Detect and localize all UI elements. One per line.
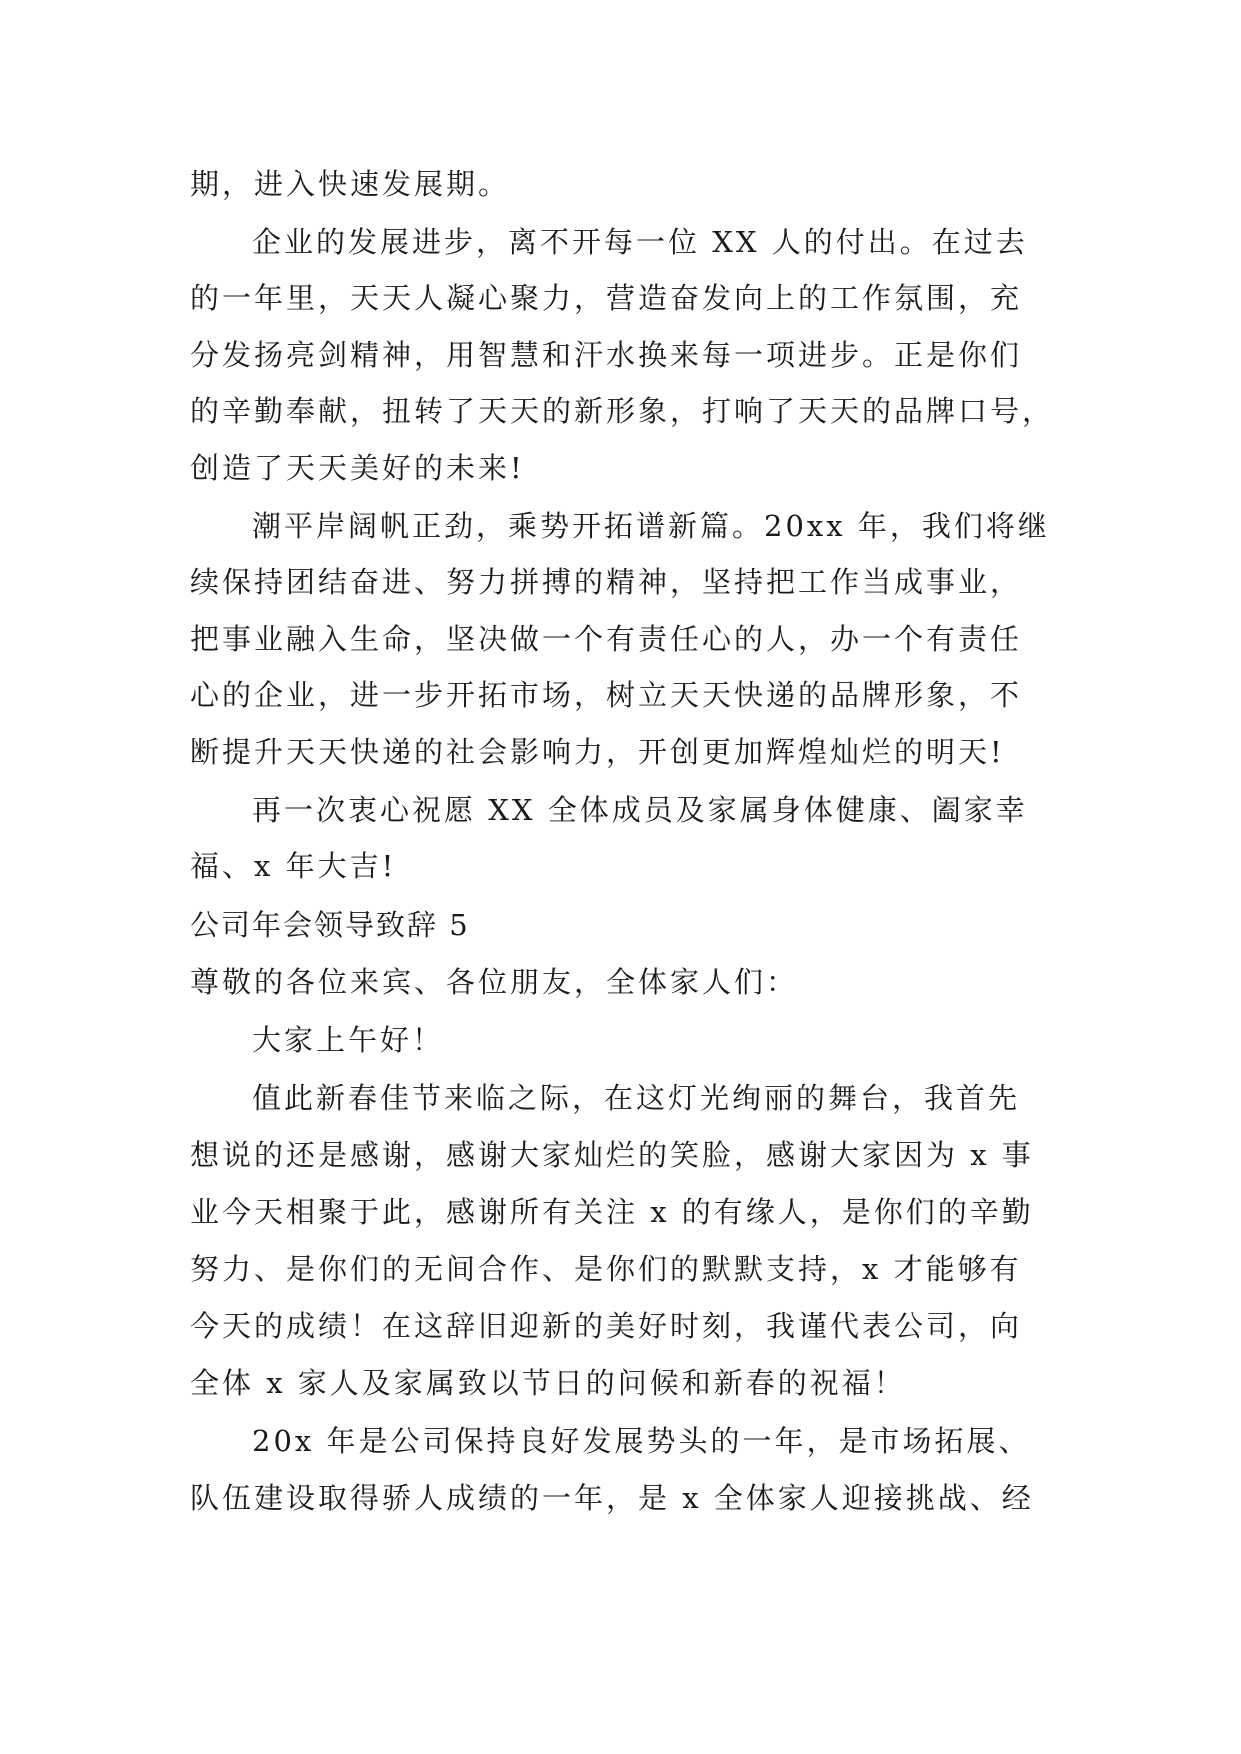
text-line: 期，进入快速发展期。	[190, 167, 511, 201]
text-line: 全体 x 家人及家属致以节日的问候和新春的祝福！	[190, 1366, 906, 1400]
text-line: 福、x 年大吉!	[190, 849, 397, 883]
text-line: 创造了天天美好的未来!	[190, 451, 525, 485]
paragraph-first-line: 再一次衷心祝愿 XX 全体成员及家属身体健康、阖家幸	[252, 793, 1028, 827]
text-line: 断提升天天快递的社会影响力，开创更加辉煌灿烂的明天!	[190, 735, 1005, 769]
paragraph-first-line: 企业的发展进步，离不开每一位 XX 人的付出。在过去	[252, 225, 1028, 259]
greeting: 大家上午好！	[252, 1023, 445, 1057]
paragraph-first-line: 潮平岸阔帆正劲，乘势开拓谱新篇。20xx 年，我们将继	[252, 509, 1050, 543]
text-line: 队伍建设取得骄人成绩的一年，是 x 全体家人迎接挑战、经	[190, 1481, 1034, 1515]
text-line: 心的企业，进一步开拓市场，树立天天快递的品牌形象，不	[190, 678, 1023, 712]
text-line: 业今天相聚于此，感谢所有关注 x 的有缘人，是你们的辛勤	[190, 1195, 1034, 1229]
text-line: 分发扬亮剑精神，用智慧和汗水换来每一项进步。正是你们	[190, 338, 1023, 372]
paragraph-first-line: 值此新春佳节来临之际，在这灯光绚丽的舞台，我首先	[252, 1081, 1021, 1115]
section-heading: 公司年会领导致辞 5	[190, 908, 470, 942]
text-line: 想说的还是感谢，感谢大家灿烂的笑脸，感谢大家因为 x 事	[190, 1138, 1034, 1172]
salutation: 尊敬的各位来宾、各位朋友，全体家人们：	[190, 965, 799, 999]
text-line: 把事业融入生命，坚决做一个有责任心的人，办一个有责任	[190, 622, 1023, 656]
text-line: 的辛勤奉献，扭转了天天的新形象，打响了天天的品牌口号，	[190, 394, 1055, 428]
paragraph-first-line: 20x 年是公司保持良好发展势头的一年，是市场拓展、	[252, 1424, 1031, 1458]
text-line: 努力、是你们的无间合作、是你们的默默支持，x 才能够有	[190, 1252, 1022, 1286]
text-line: 今天的成绩！在这辞旧迎新的美好时刻，我谨代表公司，向	[190, 1309, 1023, 1343]
text-line: 的一年里，天天人凝心聚力，营造奋发向上的工作氛围，充	[190, 281, 1023, 315]
text-line: 续保持团结奋进、努力拼搏的精神，坚持把工作当成事业，	[190, 565, 1023, 599]
